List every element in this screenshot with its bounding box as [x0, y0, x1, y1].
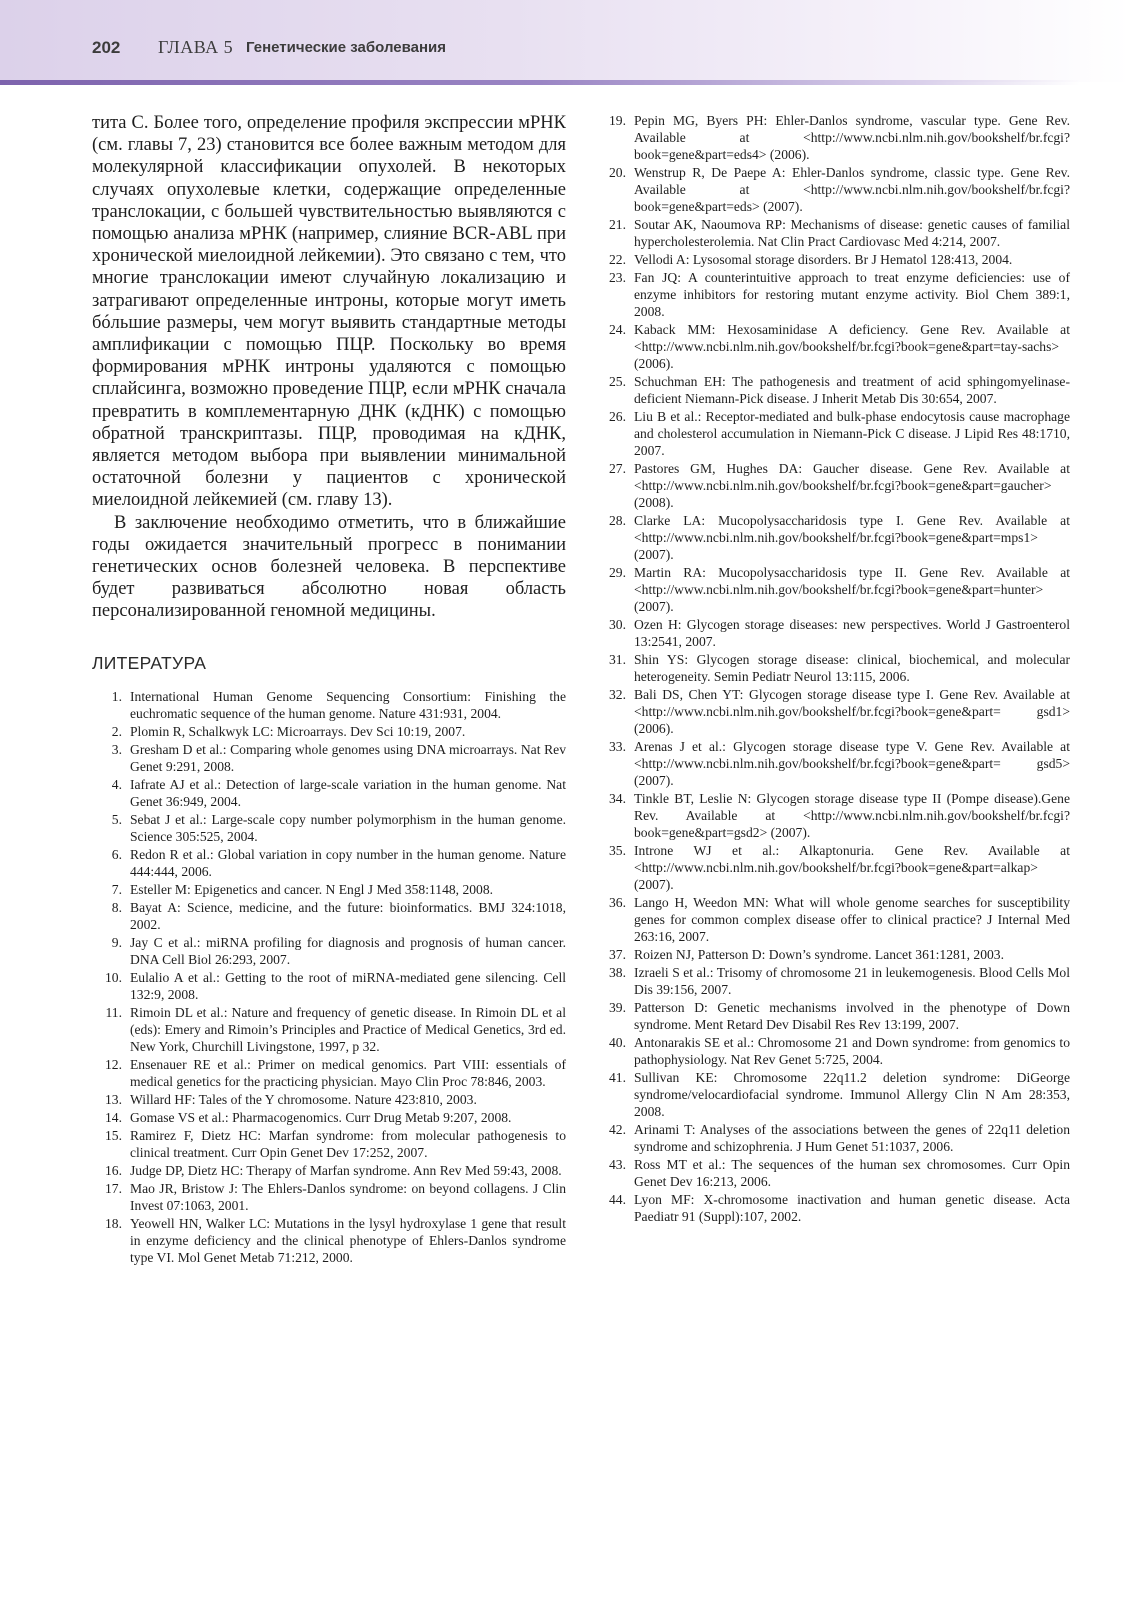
- reference-number: 40.: [609, 1035, 626, 1050]
- reference-text: Wenstrup R, De Paepe A: Ehler-Danlos syndrome, classic type. Gene Rev. Available at <http://www.ncbi.nlm.nih.gov/bookshelf/br.fcgi?book=gene&part=eds> (2007).: [634, 165, 1070, 214]
- reference-number: 17.: [105, 1180, 122, 1196]
- references-title: ЛИТЕРАТУРА: [92, 652, 207, 673]
- reference-item: [596, 321, 1070, 372]
- reference-item: [596, 738, 1070, 789]
- reference-text: Rimoin DL et al.: Nature and frequency of genetic disease. In Rimoin DL et al (eds): Emery and Rimoin’s Principles and Practice of Medical Genetics, 3rd ed. New York, Churchill Livingstone, 1997, p 32.: [130, 1004, 566, 1054]
- reference-number: 1.: [111, 688, 122, 704]
- reference-number: 15.: [105, 1127, 122, 1143]
- reference-number: 43.: [609, 1157, 626, 1172]
- reference-number: 22.: [609, 252, 626, 267]
- chapter-label: ГЛАВА 5: [158, 37, 234, 57]
- reference-text: Mao JR, Bristow J: The Ehlers-Danlos syndrome: on beyond collagens. J Clin Invest 07:1063, 2001.: [130, 1180, 566, 1213]
- reference-number: 37.: [609, 947, 626, 962]
- reference-number: 5.: [111, 811, 122, 827]
- reference-text: Sullivan KE: Chromosome 22q11.2 deletion syndrome: DiGeorge syndrome/velocardiofacial syndrome. Immunol Allergy Clin N Am 28:353, 2008.: [634, 1070, 1070, 1119]
- reference-text: Plomin R, Schalkwyk LC: Microarrays. Dev Sci 10:19, 2007.: [130, 723, 466, 739]
- reference-text: Vellodi A: Lysosomal storage disorders. Br J Hematol 128:413, 2004.: [634, 252, 1013, 267]
- reference-item: [92, 741, 566, 775]
- reference-item: [596, 651, 1070, 685]
- reference-item: [92, 934, 566, 968]
- reference-number: 44.: [609, 1192, 626, 1207]
- reference-item: [596, 842, 1070, 893]
- reference-number: 2.: [111, 723, 122, 739]
- reference-text: Ross MT et al.: The sequences of the human sex chromosomes. Curr Opin Genet Dev 16:213, 2006.: [634, 1157, 1070, 1189]
- reference-number: 14.: [105, 1109, 122, 1125]
- reference-text: Gresham D et al.: Comparing whole genomes using DNA microarrays. Nat Rev Genet 9:291, 2008.: [130, 741, 566, 774]
- reference-text: Gomase VS et al.: Pharmacogenomics. Curr Drug Metab 9:207, 2008.: [130, 1109, 512, 1125]
- reference-text: Esteller M: Epigenetics and cancer. N Engl J Med 358:1148, 2008.: [130, 881, 494, 897]
- reference-item: [596, 686, 1070, 737]
- reference-number: 31.: [609, 652, 626, 667]
- reference-text: Kaback MM: Hexosaminidase A deficiency. Gene Rev. Available at <http://www.ncbi.nlm.nih.gov/bookshelf/br.fcgi?book=gene&part=tay-sachs> (2006).: [634, 322, 1070, 371]
- reference-number: 7.: [111, 881, 122, 897]
- reference-number: 19.: [609, 113, 626, 128]
- reference-item: [92, 723, 566, 740]
- reference-item: [92, 969, 566, 1003]
- reference-item: [92, 1056, 566, 1090]
- reference-item: [92, 811, 566, 845]
- reference-item: [92, 846, 566, 880]
- reference-text: Martin RA: Mucopolysaccharidosis type II. Gene Rev. Available at <http://www.ncbi.nlm.nih.gov/bookshelf/br.fcgi?book=gene&part=hunter> (2007).: [634, 565, 1070, 614]
- reference-item: [596, 790, 1070, 841]
- reference-text: Introne WJ et al.: Alkaptonuria. Gene Rev. Available at <http://www.ncbi.nlm.nih.gov/bookshelf/br.fcgi?book=gene&part=alkap> (2007).: [634, 843, 1070, 892]
- reference-number: 21.: [609, 217, 626, 232]
- reference-item: [596, 616, 1070, 650]
- reference-item: [92, 1162, 566, 1179]
- reference-item: [596, 964, 1070, 998]
- right-column: [596, 112, 1070, 1226]
- reference-text: Liu B et al.: Receptor-mediated and bulk-phase endocytosis cause macrophage and cholesterol accumulation in Niemann-Pick C disease. J Lipid Res 48:1710, 2007.: [634, 409, 1070, 458]
- reference-item: [92, 1127, 566, 1161]
- reference-number: 3.: [111, 741, 122, 757]
- reference-item: [596, 999, 1070, 1033]
- reference-item: [596, 373, 1070, 407]
- reference-text: Antonarakis SE et al.: Chromosome 21 and Down syndrome: from genomics to pathophysiology. Nat Rev Genet 5:725, 2004.: [634, 1035, 1070, 1067]
- reference-item: [596, 408, 1070, 459]
- reference-number: 30.: [609, 617, 626, 632]
- reference-text: Pastores GM, Hughes DA: Gaucher disease. Gene Rev. Available at <http://www.ncbi.nlm.nih.gov/bookshelf/br.fcgi?book=gene&part=gaucher> (2008).: [634, 461, 1070, 510]
- reference-text: Bayat A: Science, medicine, and the future: bioinformatics. BMJ 324:1018, 2002.: [130, 899, 566, 932]
- reference-text: Arenas J et al.: Glycogen storage disease type V. Gene Rev. Available at <http://www.ncbi.nlm.nih.gov/bookshelf/br.fcgi?book=gene&part= gsd5> (2007).: [634, 739, 1070, 788]
- reference-text: Izraeli S et al.: Trisomy of chromosome 21 in leukemogenesis. Blood Cells Mol Dis 39:156, 2007.: [634, 965, 1070, 997]
- reference-item: [596, 1069, 1070, 1120]
- reference-item: [596, 1034, 1070, 1068]
- reference-number: 4.: [111, 776, 122, 792]
- page-number: 202: [92, 38, 121, 57]
- reference-number: 24.: [609, 322, 626, 337]
- reference-number: 20.: [609, 165, 626, 180]
- reference-number: 27.: [609, 461, 626, 476]
- reference-number: 10.: [105, 969, 122, 985]
- reference-item: [596, 216, 1070, 250]
- reference-item: [92, 1180, 566, 1214]
- reference-item: [596, 946, 1070, 963]
- reference-number: 26.: [609, 409, 626, 424]
- references-list-left: [92, 688, 566, 1266]
- reference-number: 25.: [609, 374, 626, 389]
- reference-number: 28.: [609, 513, 626, 528]
- reference-item: [596, 564, 1070, 615]
- reference-text: Lango H, Weedon MN: What will whole genome searches for susceptibility genes for common complex disease offer to clinical practice? J Internal Med 263:16, 2007.: [634, 895, 1070, 944]
- reference-number: 41.: [609, 1070, 626, 1085]
- reference-item: [92, 688, 566, 722]
- reference-item: [596, 251, 1070, 268]
- reference-item: [92, 881, 566, 898]
- reference-number: 12.: [105, 1056, 122, 1072]
- reference-text: Roizen NJ, Patterson D: Down’s syndrome. Lancet 361:1281, 2003.: [634, 947, 1005, 962]
- body-paragraph-2: В заключение необходимо отметить, что в ближайшие годы ожидается значительный прогресс в понимании генетических основ болезней человека. В перспективе будет развиваться абсолютно новая область персонализированной геномной медицины.: [92, 512, 566, 622]
- reference-item: [596, 269, 1070, 320]
- reference-number: 6.: [111, 846, 122, 862]
- reference-number: 29.: [609, 565, 626, 580]
- reference-item: [596, 1156, 1070, 1190]
- reference-number: 9.: [111, 934, 122, 950]
- reference-item: [92, 1109, 566, 1126]
- reference-number: 42.: [609, 1122, 626, 1137]
- reference-item: [596, 512, 1070, 563]
- reference-text: Schuchman EH: The pathogenesis and treatment of acid sphingomyelinase-deficient Niemann-Pick disease. J Inherit Metab Dis 30:654, 2007.: [634, 374, 1070, 406]
- reference-number: 38.: [609, 965, 626, 980]
- header-rule: [0, 80, 1080, 85]
- chapter-title: Генетические заболевания: [246, 39, 447, 56]
- reference-text: Judge DP, Dietz HC: Therapy of Marfan syndrome. Ann Rev Med 59:43, 2008.: [130, 1162, 562, 1178]
- reference-text: Ozen H: Glycogen storage diseases: new perspectives. World J Gastroenterol 13:2541, 2007.: [634, 617, 1070, 649]
- reference-item: [596, 460, 1070, 511]
- reference-text: Arinami T: Analyses of the associations between the genes of 22q11 deletion syndrome and schizophrenia. J Hum Genet 51:1037, 2006.: [634, 1122, 1070, 1154]
- reference-item: [596, 164, 1070, 215]
- reference-item: [92, 1004, 566, 1055]
- reference-item: [92, 776, 566, 810]
- left-column: [92, 112, 566, 1267]
- reference-text: Clarke LA: Mucopolysaccharidosis type I. Gene Rev. Available at <http://www.ncbi.nlm.nih.gov/bookshelf/br.fcgi?book=gene&part=mps1> (2007).: [634, 513, 1070, 562]
- reference-number: 13.: [105, 1091, 122, 1107]
- body-paragraph-1: тита С. Более того, определение профиля экспрессии мРНК (см. главы 7, 23) становится все более важным методом для молекулярной классификации опухолей. В некоторых случаях опухолевые клетки, содержащие определенные транслокации, с большей чувствительностью выявляются с помощью анализа мРНК (например, слияние BCR-ABL при хронической миелоидной лейкемии). Это связано с тем, что многие транслокации имеют случайную локализацию и затрагивают определенные интроны, которые могут иметь бóльшие размеры, чем могут выявить стандартные методы амплификации с помощью ПЦР. Поскольку во время формирования мРНК интроны удаляются с помощью сплайсинга, возможно проведение ПЦР, если мРНК сначала превратить в комплементарную ДНК (кДНК) с помощью обратной транскриптазы. ПЦР, проводимая на кДНК, является методом выбора при выявлении минимальной остаточной болезни у пациентов с хронической миелоидной лейкемией (см. главу 13).: [92, 113, 566, 511]
- reference-text: International Human Genome Sequencing Consortium: Finishing the euchromatic sequence of the human genome. Nature 431:931, 2004.: [130, 688, 566, 721]
- reference-text: Sebat J et al.: Large-scale copy number polymorphism in the human genome. Science 305:525, 2004.: [130, 811, 566, 844]
- reference-number: 23.: [609, 270, 626, 285]
- reference-text: Redon R et al.: Global variation in copy number in the human genome. Nature 444:444, 2006.: [130, 846, 566, 879]
- reference-item: [596, 112, 1070, 163]
- reference-text: Shin YS: Glycogen storage disease: clinical, biochemical, and molecular heterogeneity. Semin Pediatr Neurol 13:115, 2006.: [634, 652, 1070, 684]
- reference-text: Iafrate AJ et al.: Detection of large-scale variation in the human genome. Nat Genet 36:949, 2004.: [130, 776, 566, 809]
- reference-item: [92, 1215, 566, 1266]
- reference-number: 35.: [609, 843, 626, 858]
- reference-text: Lyon MF: X-chromosome inactivation and human genetic disease. Acta Paediatr 91 (Suppl):107, 2002.: [634, 1192, 1070, 1224]
- reference-number: 39.: [609, 1000, 626, 1015]
- reference-text: Jay C et al.: miRNA profiling for diagnosis and prognosis of human cancer. DNA Cell Biol 26:293, 2007.: [130, 934, 566, 967]
- reference-text: Soutar AK, Naoumova RP: Mechanisms of disease: genetic causes of familial hypercholesterolemia. Nat Clin Pract Cardiovasc Med 4:214, 2007.: [634, 217, 1070, 249]
- reference-item: [92, 1091, 566, 1108]
- references-list-right: [596, 112, 1070, 1225]
- reference-number: 11.: [105, 1004, 122, 1020]
- reference-text: Ensenauer RE et al.: Primer on medical genomics. Part VIII: essentials of medical genetics for the practicing physician. Mayo Clin Proc 78:846, 2003.: [130, 1056, 566, 1089]
- reference-number: 34.: [609, 791, 626, 806]
- reference-text: Pepin MG, Byers PH: Ehler-Danlos syndrome, vascular type. Gene Rev. Available at <http://www.ncbi.nlm.nih.gov/bookshelf/br.fcgi?book=gene&part=eds4> (2006).: [634, 113, 1070, 162]
- reference-item: [92, 899, 566, 933]
- reference-text: Fan JQ: A counterintuitive approach to treat enzyme deficiencies: use of enzyme inhibitors for restoring mutant enzyme activity. Biol Chem 389:1, 2008.: [634, 270, 1070, 319]
- reference-item: [596, 894, 1070, 945]
- reference-number: 8.: [111, 899, 122, 915]
- reference-number: 16.: [105, 1162, 122, 1178]
- reference-number: 18.: [105, 1215, 122, 1231]
- reference-text: Willard HF: Tales of the Y chromosome. Nature 423:810, 2003.: [130, 1091, 477, 1107]
- reference-item: [596, 1121, 1070, 1155]
- reference-text: Ramirez F, Dietz HC: Marfan syndrome: from molecular pathogenesis to clinical treatment. Curr Opin Genet Dev 17:252, 2007.: [130, 1127, 566, 1160]
- reference-text: Tinkle BT, Leslie N: Glycogen storage disease type II (Pompe disease).Gene Rev. Available at <http://www.ncbi.nlm.nih.gov/bookshelf/br.fcgi? book=gene&part=gsd2> (2007).: [634, 791, 1070, 840]
- reference-text: Yeowell HN, Walker LC: Mutations in the lysyl hydroxylase 1 gene that result in enzyme deficiency and the clinical phenotype of Ehlers-Danlos syndrome type VI. Mol Genet Metab 71:212, 2000.: [130, 1215, 566, 1265]
- reference-number: 32.: [609, 687, 626, 702]
- reference-text: Eulalio A et al.: Getting to the root of miRNA-mediated gene silencing. Cell 132:9, 2008.: [130, 969, 566, 1002]
- reference-number: 33.: [609, 739, 626, 754]
- reference-text: Bali DS, Chen YT: Glycogen storage disease type I. Gene Rev. Available at <http://www.ncbi.nlm.nih.gov/bookshelf/br.fcgi?book=gene&part= gsd1> (2006).: [634, 687, 1070, 736]
- reference-number: 36.: [609, 895, 626, 910]
- reference-text: Patterson D: Genetic mechanisms involved in the phenotype of Down syndrome. Ment Retard Dev Disabil Res Rev 13:199, 2007.: [634, 1000, 1070, 1032]
- reference-item: [596, 1191, 1070, 1225]
